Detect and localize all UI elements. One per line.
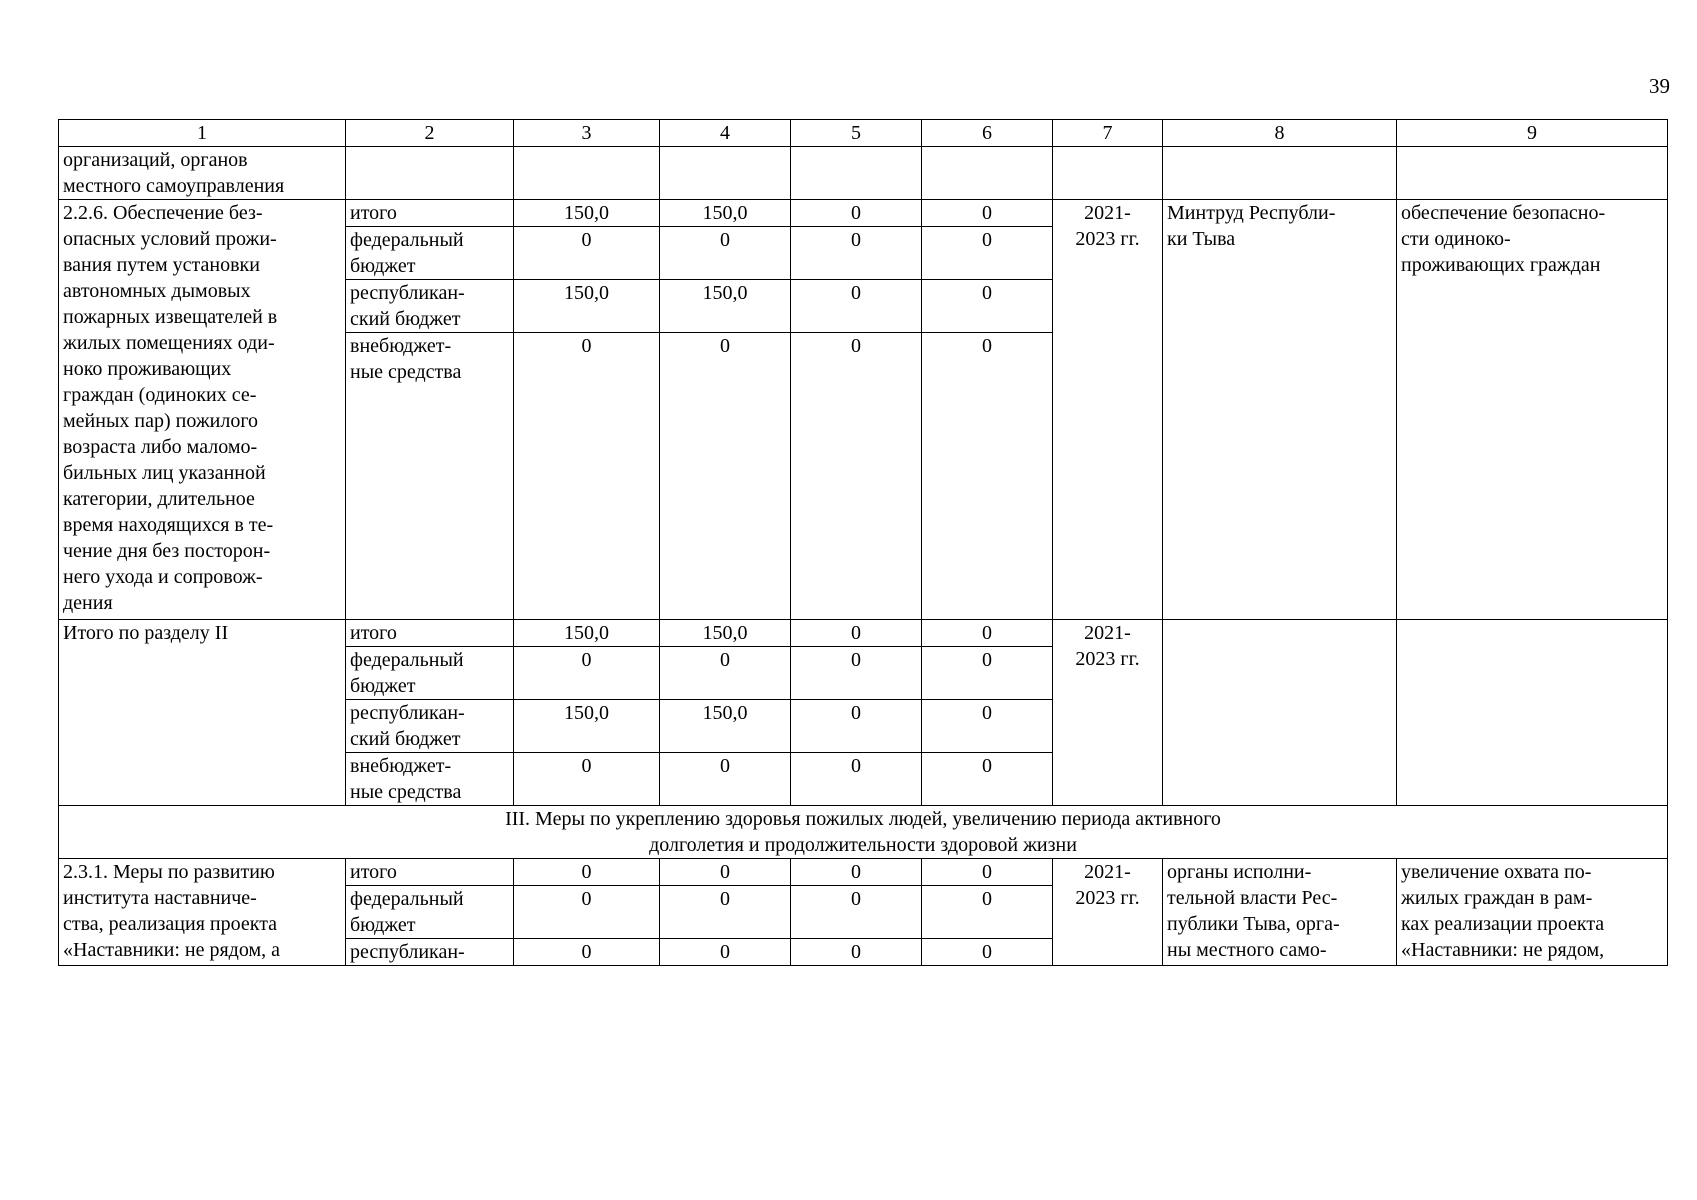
funding-source: внебюджет- ные средства — [346, 753, 514, 806]
section-total-name: Итого по разделу II — [59, 620, 346, 806]
funding-source: республикан- — [346, 939, 514, 966]
table-row — [59, 620, 1668, 647]
expected-result: увеличение охвата по- жилых граждан в рам- ках реализации проекта «Наставники: не рядом, — [1397, 859, 1668, 966]
value-col-3: 150,0 — [514, 700, 660, 753]
value-col-6: 0 — [922, 227, 1053, 280]
value-col-6: 0 — [922, 620, 1053, 647]
header-col-6: 6 — [922, 120, 1053, 147]
value-col-5: 0 — [791, 333, 922, 620]
empty-cell — [1397, 620, 1668, 806]
value-col-6: 0 — [922, 886, 1053, 939]
period: 2021- 2023 гг. — [1053, 859, 1163, 966]
value-col-6: 0 — [922, 859, 1053, 886]
empty-cell — [922, 147, 1053, 200]
value-col-5: 0 — [791, 939, 922, 966]
funding-source: республикан- ский бюджет — [346, 280, 514, 333]
value-col-3: 0 — [514, 333, 660, 620]
value-col-6: 0 — [922, 280, 1053, 333]
value-col-4: 0 — [660, 753, 791, 806]
continuation-row — [59, 147, 1668, 200]
value-col-4: 0 — [660, 333, 791, 620]
table-row — [59, 200, 1668, 227]
page-number: 39 — [1649, 74, 1670, 98]
value-col-5: 0 — [791, 280, 922, 333]
value-col-4: 0 — [660, 886, 791, 939]
measure-name: 2.2.6. Обеспечение без- опасных условий прожи- вания путем установки автономных дымовых пожарных извещателей в жилых помещениях оди- ноко проживающих граждан (одиноких се- мейных пар) пожилого возраста либо маломо- бильных лиц указанной категории, длительное время находящихся в те- чение дня без посторон- него ухода и сопровож- дения — [59, 200, 346, 620]
measure-name: 2.3.1. Меры по развитию института наставниче- ства, реализация проекта «Наставники: не рядом, а — [59, 859, 346, 966]
header-col-9: 9 — [1397, 120, 1668, 147]
funding-source: внебюджет- ные средства — [346, 333, 514, 620]
executor: Минтруд Республи- ки Тыва — [1163, 200, 1397, 620]
expected-result: обеспечение безопасно- сти одиноко- проживающих граждан — [1397, 200, 1668, 620]
section-heading: III. Меры по укреплению здоровья пожилых людей, увеличению периода активного долголетия и продолжительности здоровой жизни — [59, 806, 1668, 859]
header-col-1: 1 — [59, 120, 346, 147]
value-col-6: 0 — [922, 700, 1053, 753]
continuation-name: организаций, органов местного самоуправления — [59, 147, 346, 200]
empty-cell — [660, 147, 791, 200]
header-col-5: 5 — [791, 120, 922, 147]
value-col-4: 150,0 — [660, 700, 791, 753]
value-col-3: 150,0 — [514, 620, 660, 647]
value-col-3: 0 — [514, 227, 660, 280]
value-col-3: 0 — [514, 886, 660, 939]
value-col-4: 150,0 — [660, 620, 791, 647]
value-col-4: 0 — [660, 939, 791, 966]
table-row — [59, 859, 1668, 886]
value-col-4: 0 — [660, 859, 791, 886]
empty-cell — [791, 147, 922, 200]
header-col-2: 2 — [346, 120, 514, 147]
empty-cell — [514, 147, 660, 200]
funding-source: федеральный бюджет — [346, 886, 514, 939]
program-table — [58, 119, 1668, 966]
empty-cell — [346, 147, 514, 200]
value-col-6: 0 — [922, 939, 1053, 966]
value-col-6: 0 — [922, 753, 1053, 806]
header-col-4: 4 — [660, 120, 791, 147]
value-col-3: 0 — [514, 859, 660, 886]
funding-source: итого — [346, 620, 514, 647]
value-col-5: 0 — [791, 753, 922, 806]
executor: органы исполни- тельной власти Рес- публики Тыва, орга- ны местного само- — [1163, 859, 1397, 966]
value-col-5: 0 — [791, 227, 922, 280]
period: 2021- 2023 гг. — [1053, 620, 1163, 806]
empty-cell — [1053, 147, 1163, 200]
value-col-3: 0 — [514, 647, 660, 700]
funding-source: федеральный бюджет — [346, 647, 514, 700]
empty-cell — [1163, 620, 1397, 806]
header-row — [59, 120, 1668, 147]
value-col-6: 0 — [922, 200, 1053, 227]
value-col-3: 0 — [514, 753, 660, 806]
value-col-3: 0 — [514, 939, 660, 966]
value-col-4: 150,0 — [660, 280, 791, 333]
period: 2021- 2023 гг. — [1053, 200, 1163, 620]
value-col-3: 150,0 — [514, 200, 660, 227]
empty-cell — [1397, 147, 1668, 200]
funding-source: республикан- ский бюджет — [346, 700, 514, 753]
value-col-4: 0 — [660, 647, 791, 700]
section-heading-row — [59, 806, 1668, 859]
value-col-5: 0 — [791, 200, 922, 227]
header-col-7: 7 — [1053, 120, 1163, 147]
header-col-8: 8 — [1163, 120, 1397, 147]
funding-source: итого — [346, 859, 514, 886]
value-col-4: 0 — [660, 227, 791, 280]
value-col-5: 0 — [791, 859, 922, 886]
value-col-5: 0 — [791, 886, 922, 939]
value-col-6: 0 — [922, 333, 1053, 620]
value-col-6: 0 — [922, 647, 1053, 700]
value-col-4: 150,0 — [660, 200, 791, 227]
header-col-3: 3 — [514, 120, 660, 147]
funding-source: итого — [346, 200, 514, 227]
value-col-5: 0 — [791, 700, 922, 753]
funding-source: федеральный бюджет — [346, 227, 514, 280]
value-col-5: 0 — [791, 620, 922, 647]
empty-cell — [1163, 147, 1397, 200]
value-col-3: 150,0 — [514, 280, 660, 333]
value-col-5: 0 — [791, 647, 922, 700]
